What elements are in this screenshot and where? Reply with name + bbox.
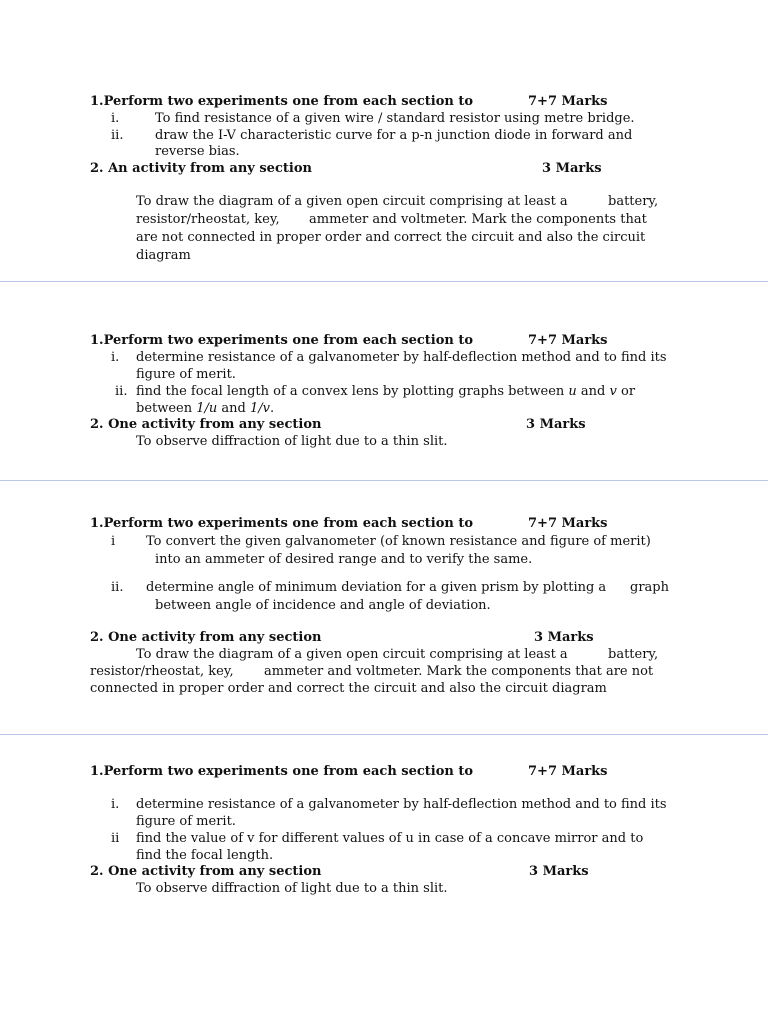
experiment-text: into an ammeter of desired range and to verify the same. [155, 552, 533, 567]
activity-heading: 2. One activity from any section [90, 630, 322, 645]
experiments-heading: 1.Perform two experiments one from each section to [90, 764, 474, 779]
experiment-text: find the value of v for different values of u in case of a concave mirror and to [136, 831, 644, 846]
activity-text: battery, [608, 647, 659, 662]
activity-text: resistor/rheostat, key, [136, 212, 280, 227]
activity-heading: 2. One activity from any section [90, 417, 322, 432]
activity-text: are not connected in proper order and correct the circuit and also the circuit [136, 230, 646, 245]
marks-label: 7+7 Marks [528, 516, 608, 531]
experiment-text: figure of merit. [136, 367, 236, 382]
experiment-text: figure of merit. [136, 814, 236, 829]
experiment-text: To convert the given galvanometer (of known resistance and figure of merit) [146, 534, 651, 549]
item-number: i. [111, 350, 120, 365]
item-number: ii. [111, 580, 124, 595]
experiment-text: between angle of incidence and angle of deviation. [155, 598, 491, 613]
item-number: ii [111, 831, 120, 846]
activity-text: battery, [608, 194, 659, 209]
activity-marks: 3 Marks [526, 417, 586, 432]
activity-text: ammeter and voltmeter. Mark the components that [309, 212, 647, 227]
experiment-text: To find resistance of a given wire / standard resistor using metre bridge. [155, 111, 635, 126]
marks-label: 7+7 Marks [528, 94, 608, 109]
experiment-text: find the focal length. [136, 848, 274, 863]
experiments-heading: 1.Perform two experiments one from each section to [90, 94, 474, 109]
activity-heading: 2. One activity from any section [90, 864, 322, 879]
activity-text: To observe diffraction of light due to a thin slit. [136, 881, 448, 896]
item-number: ii. [111, 128, 124, 143]
section-divider [0, 281, 768, 282]
item-number: ii. [115, 384, 128, 399]
section-divider [0, 734, 768, 735]
activity-text: resistor/rheostat, key, [90, 664, 234, 679]
experiment-text: between 1/u and 1/v. [136, 401, 275, 416]
activity-text: To draw the diagram of a given open circuit comprising at least a [136, 194, 568, 209]
item-number: i. [111, 797, 120, 812]
activity-marks: 3 Marks [542, 161, 602, 176]
marks-label: 7+7 Marks [528, 764, 608, 779]
activity-text: ammeter and voltmeter. Mark the components that are not [264, 664, 654, 679]
activity-text: To observe diffraction of light due to a thin slit. [136, 434, 448, 449]
experiments-heading: 1.Perform two experiments one from each section to [90, 516, 474, 531]
experiment-text: graph [630, 580, 669, 595]
experiments-heading: 1.Perform two experiments one from each section to [90, 333, 474, 348]
experiment-text: reverse bias. [155, 144, 240, 159]
activity-marks: 3 Marks [534, 630, 594, 645]
experiment-text: determine resistance of a galvanometer by half-deflection method and to find its [136, 797, 667, 812]
activity-text: diagram [136, 248, 191, 263]
activity-text: connected in proper order and correct the circuit and also the circuit diagram [90, 681, 607, 696]
item-number: i [111, 534, 116, 549]
experiment-text: determine angle of minimum deviation for a given prism by plotting a [146, 580, 607, 595]
experiment-text: draw the I-V characteristic curve for a p-n junction diode in forward and [155, 128, 633, 143]
marks-label: 7+7 Marks [528, 333, 608, 348]
activity-marks: 3 Marks [529, 864, 589, 879]
section-divider [0, 480, 768, 481]
item-number: i. [111, 111, 120, 126]
experiment-text: find the focal length of a convex lens by plotting graphs between u and v or [136, 384, 636, 399]
experiment-text: determine resistance of a galvanometer by half-deflection method and to find its [136, 350, 667, 365]
activity-text: To draw the diagram of a given open circuit comprising at least a [136, 647, 568, 662]
activity-heading: 2. An activity from any section [90, 161, 312, 176]
